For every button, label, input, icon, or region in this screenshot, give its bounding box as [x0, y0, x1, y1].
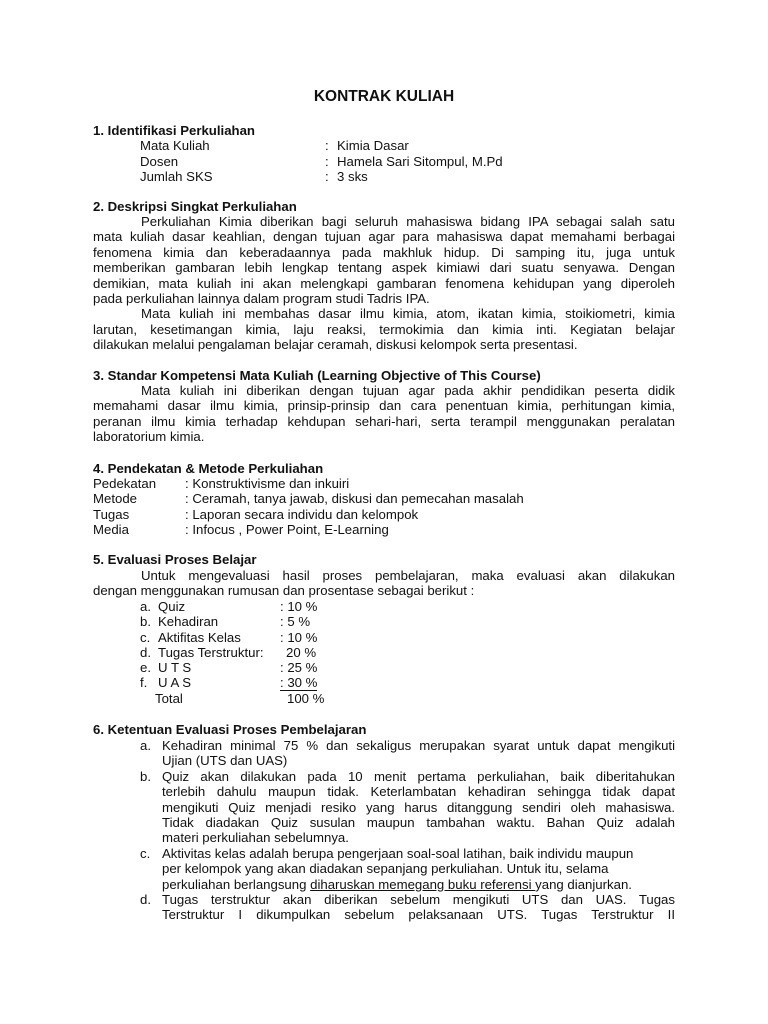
total-label: Total [155, 691, 183, 706]
item-value: : 5 % [280, 614, 311, 629]
rule-line: materi perkuliahan sebelumnya. [162, 830, 349, 846]
paragraph-line: memahami dasar ilmu kimia, prinsip-prinsip dan cara penentuan kimia, perhitungan kimia, [93, 398, 675, 414]
method-label: Tugas [93, 507, 130, 522]
item-marker: e. [140, 660, 151, 675]
item-label: Tugas Terstruktur: [158, 645, 264, 660]
paragraph-line: fenomena kimia dan keberadaannya pada makhluk hidup. Di samping itu, juga untuk [93, 244, 675, 260]
rule-line: Terstruktur I dikumpulkan sebelum pelaksanaan UTS. Tugas Terstruktur II [162, 907, 675, 923]
method-value: : Laporan secara individu dan kelompok [185, 507, 419, 522]
identity-value: 3 sks [337, 169, 368, 184]
rule-line: Kehadiran minimal 75 % dan sekaligus merupakan syarat untuk dapat mengikuti [162, 738, 675, 753]
method-value: : Konstruktivisme dan inkuiri [185, 476, 350, 491]
item-marker: d. [140, 892, 151, 908]
item-marker: d. [140, 645, 151, 660]
evaluation-paragraph [93, 568, 675, 599]
item-marker: a. [140, 738, 151, 753]
rule-item-b [140, 769, 675, 846]
item-marker: a. [140, 599, 151, 614]
item-marker: b. [140, 768, 151, 784]
rule-line: Aktivitas kelas adalah berupa pengerjaan soal-soal latihan, baik individu maupun [162, 845, 634, 861]
identity-label: Jumlah SKS [140, 169, 213, 184]
identity-value: Kimia Dasar [337, 138, 409, 153]
rule-line: Tugas terstruktur akan diberikan sebelum mengikuti UTS dan UAS. Tugas [162, 892, 675, 908]
paragraph-line: pada perkuliahan lainnya dalam program studi Tadris IPA. [93, 291, 430, 307]
method-label: Metode [93, 491, 137, 506]
item-label: U A S [158, 675, 191, 690]
section-5-heading: 5. Evaluasi Proses Belajar [93, 552, 257, 567]
paragraph-line: dilakukan melalui pengalaman belajar ceramah, diskusi kelompok serta presentasi. [93, 337, 578, 353]
identity-colon: : [325, 138, 329, 153]
identity-label: Mata Kuliah [140, 138, 210, 153]
paragraph-line: memberikan gambaran lebih lengkap tentang aspek kimiawi dari suatu senyawa. Dengan [93, 260, 675, 276]
item-value: 20 % [286, 645, 317, 660]
paragraph-line: mata kuliah dasar keahlian, dengan tujuan agar para mahasiswa dapat memahami berbagai [93, 229, 675, 245]
rule-item-a [140, 738, 675, 769]
paragraph-line: peranan ilmu kimia terhadap kehdupan sehari-hari, serta terampil menggunakan peralatan [93, 413, 675, 429]
item-label: U T S [158, 660, 192, 675]
underlined-requirement: diharuskan memegang buku referensi [310, 876, 536, 892]
item-label: Kehadiran [158, 614, 219, 629]
paragraph-line: Untuk mengevaluasi hasil proses pembelajaran, maka evaluasi akan dilakukan [141, 568, 675, 583]
rule-line: per kelompok yang akan diadakan sepanjang perkuliahan. Untuk itu, selama [162, 861, 609, 877]
item-label: Aktifitas Kelas [158, 630, 241, 645]
identity-label: Dosen [140, 154, 179, 169]
objective-paragraph [93, 383, 675, 445]
item-marker: c. [140, 845, 151, 861]
rule-line: Quiz akan dilakukan pada 10 menit pertama perkuliahan, baik diberitahukan [162, 768, 675, 784]
total-value: 100 % [287, 691, 325, 706]
paragraph-line: dengan menggunakan rumusan dan prosentase sebagai berikut : [93, 583, 475, 599]
rule-line: Ujian (UTS dan UAS) [162, 753, 288, 769]
method-label: Media [93, 522, 129, 537]
rule-line: terlebih dahulu maupun tidak. Keterlambatan kehadiran sehingga tidak dapat [162, 784, 675, 800]
paragraph-line: laboratorium kimia. [93, 429, 205, 445]
item-value: : 25 % [280, 660, 318, 675]
rules-list [140, 738, 675, 923]
paragraph-line: demikian, mata kuliah ini akan melengkapi gambaran fenomena kehidupan yang diperoleh [93, 275, 675, 291]
paragraph-line: Mata kuliah ini membahas dasar ilmu kimia, atom, ikatan kimia, stoikiometri, kimia [141, 306, 675, 322]
method-value: : Infocus , Power Point, E-Learning [185, 522, 389, 537]
method-value: : Ceramah, tanya jawab, diskusi dan pemecahan masalah [185, 491, 524, 506]
paragraph-line: Perkuliahan Kimia diberikan bagi seluruh mahasiswa bidang IPA sebagai salah satu [141, 214, 675, 229]
item-value: : 30 % [280, 675, 318, 690]
item-label: Quiz [158, 599, 186, 614]
paragraph-line: larutan, kesetimangan kimia, laju reaksi, termokimia dan kimia inti. Kegiatan belajar [93, 321, 675, 337]
item-marker: c. [140, 630, 151, 645]
document-title: KONTRAK KULIAH [313, 88, 455, 105]
item-value: : 10 % [280, 630, 318, 645]
rule-line: mengikuti Quiz menjadi resiko yang harus ditanggung sendiri oleh mahasiswa. [162, 799, 675, 815]
identity-value: Hamela Sari Sitompul, M.Pd [337, 154, 503, 169]
rule-item-d [140, 892, 675, 923]
section-6-heading: 6. Ketentuan Evaluasi Proses Pembelajaran [93, 722, 367, 737]
item-marker: b. [140, 614, 151, 629]
item-value: : 10 % [280, 599, 318, 614]
paragraph-line: Mata kuliah ini diberikan dengan tujuan agar pada akhir pendidikan peserta didik [141, 383, 675, 398]
method-label: Pedekatan [93, 476, 157, 491]
identity-colon: : [325, 169, 329, 184]
rule-text: yang dianjurkan. [535, 876, 632, 892]
identity-colon: : [325, 154, 329, 169]
section-2-heading: 2. Deskripsi Singkat Perkuliahan [93, 199, 297, 214]
rule-line: Tidak diadakan Quiz susulan maupun tambahan waktu. Bahan Quiz adalah [162, 815, 675, 831]
item-marker: f. [140, 675, 148, 690]
section-3-heading: 3. Standar Kompetensi Mata Kuliah (Learning Objective of This Course) [93, 368, 541, 383]
section-4-heading: 4. Pendekatan & Metode Perkuliahan [93, 461, 324, 476]
rule-text: perkuliahan berlangsung [162, 876, 311, 892]
rule-item-c [140, 846, 675, 892]
section-1-heading: 1. Identifikasi Perkuliahan [93, 123, 255, 138]
description-paragraph-1 [93, 214, 675, 353]
rule-line [162, 877, 675, 892]
